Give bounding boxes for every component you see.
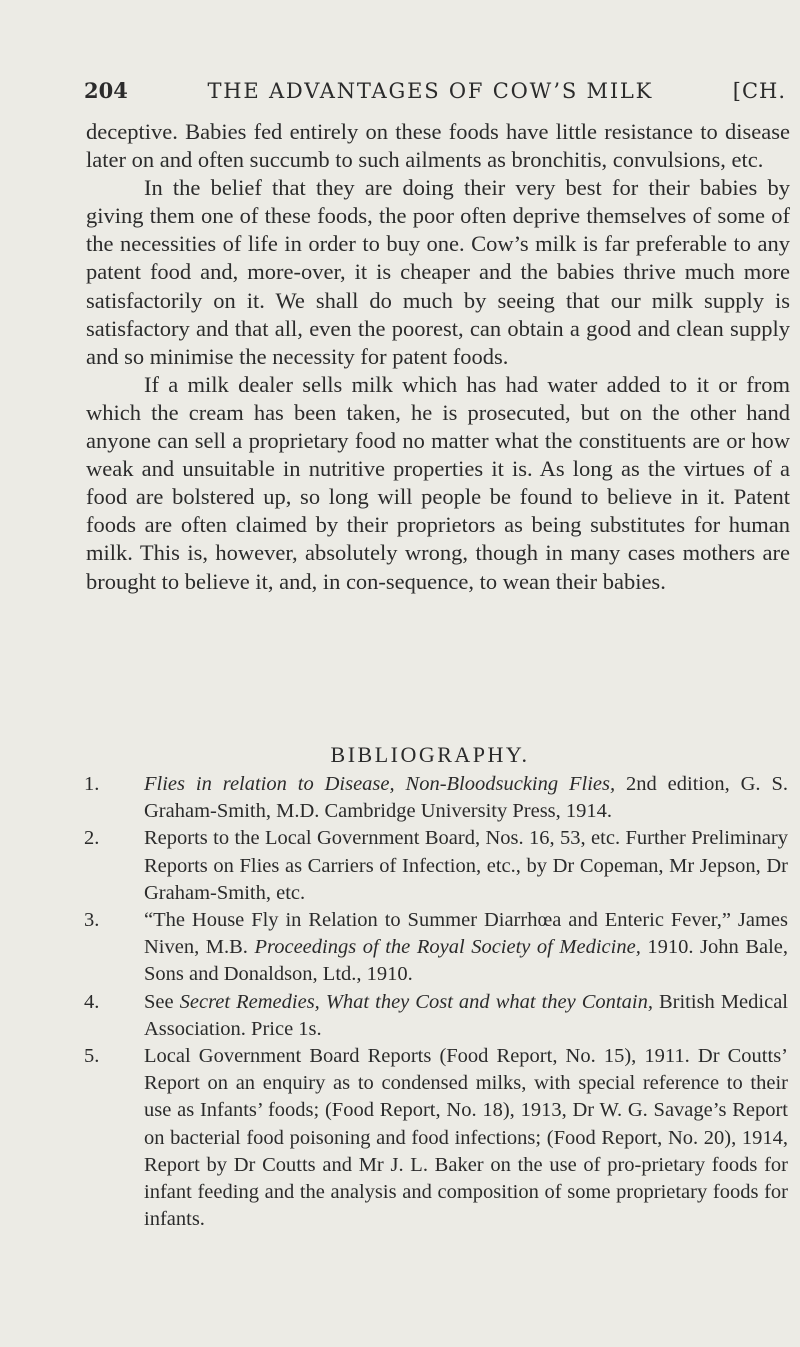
entry-italic: Flies in relation to Disease, Non-Bloodsucking Flies, — [144, 773, 616, 795]
bibliography-entry — [84, 1043, 788, 1233]
entry-text — [144, 825, 788, 907]
entry-italic: Secret Remedies, What they Cost and what they Contain, — [179, 990, 653, 1013]
entry-text — [144, 907, 788, 989]
entry-rest: British Medical Association. Price 1s. — [144, 990, 788, 1040]
bibliography-entry — [84, 989, 788, 1043]
entry-text — [144, 989, 788, 1043]
entry-rest: Local Government Board Reports (Food Report, No. 15), 1911. Dr Coutts’ Report on an enquiry as to condensed milks, with special reference to their use as Infants’ foods; (Food Report, No. 18), 1913, Dr W. G. Savage’s Report on bacterial food poisoning and food infections; (Food Report, No. 20), 1914, Report by Dr Coutts and Mr J. L. Baker on the use of pro-prietary foods for infant feeding and the analysis and composition of some proprietary foods for infants. — [144, 1045, 788, 1231]
running-title: THE ADVANTAGES OF COW’S MILK — [207, 79, 654, 103]
entry-rest: Reports to the Local Government Board, Nos. 16, 53, etc. Further Preliminary Reports on Flies as Carriers of Infection, etc., by Dr Copeman, Mr Jepson, Dr Graham-Smith, etc. — [144, 827, 788, 904]
paragraph: In the belief that they are doing their very best for their babies by giving them one of these foods, the poor often deprive themselves of some of the necessities of life in order to buy one. Cow’s milk is far preferable to any patent food and, more-over, it is cheaper and the babies thrive much more satisfactorily on it. We shall do much by seeing that our milk supply is satisfactory and that all, even the poorest, can obtain a good and clean supply and so minimise the necessity for patent foods. — [86, 175, 790, 369]
entry-number: 5. — [84, 1045, 100, 1068]
chapter-marker: [CH. — [732, 79, 786, 103]
bibliography-entry — [84, 771, 788, 825]
bibliography-entry — [84, 825, 788, 907]
entry-rest: 2nd edition, G. S. Graham-Smith, M.D. Cambridge University Press, 1914. — [144, 773, 788, 823]
paragraph: deceptive. Babies fed entirely on these foods have little resistance to disease later on and often succumb to such ailments as bronchitis, convulsions, etc. — [86, 119, 790, 173]
entry-number: 3. — [84, 909, 100, 932]
paragraph: If a milk dealer sells milk which has had water added to it or from which the cream has been taken, he is prosecuted, but on the other hand anyone can sell a proprietary food no matter what the constituents are or how weak and unsuitable in nutritive properties it is. As long as the virtues of a food are bolstered up, so long will people be found to believe in it. Patent foods are often claimed by their proprietors as being substitutes for human milk. This is, however, absolutely wrong, though in many cases mothers are brought to believe it, and, in con-sequence, to wean their babies. — [86, 371, 790, 594]
entry-rest: 1910. John Bale, Sons and Donaldson, Ltd., 1910. — [144, 936, 789, 986]
bibliography-entry — [84, 907, 788, 989]
body-text — [86, 118, 790, 596]
entry-italic: Proceedings of the Royal Society of Medicine, — [254, 936, 641, 959]
entry-number: 2. — [84, 827, 100, 850]
entry-pre: See — [144, 990, 180, 1013]
entry-text — [144, 771, 788, 825]
bibliography-heading: BIBLIOGRAPHY. — [330, 742, 530, 767]
entry-number: 1. — [84, 773, 100, 795]
entry-number: 4. — [84, 990, 100, 1013]
running-header — [84, 78, 786, 103]
entry-text — [144, 1043, 788, 1233]
entry-pre: “The House Fly in Relation to Summer Diarrhœa and Enteric Fever,” James Niven, M.B. — [144, 909, 788, 959]
page-number: 204 — [84, 78, 128, 103]
bibliography-list — [84, 771, 788, 1233]
